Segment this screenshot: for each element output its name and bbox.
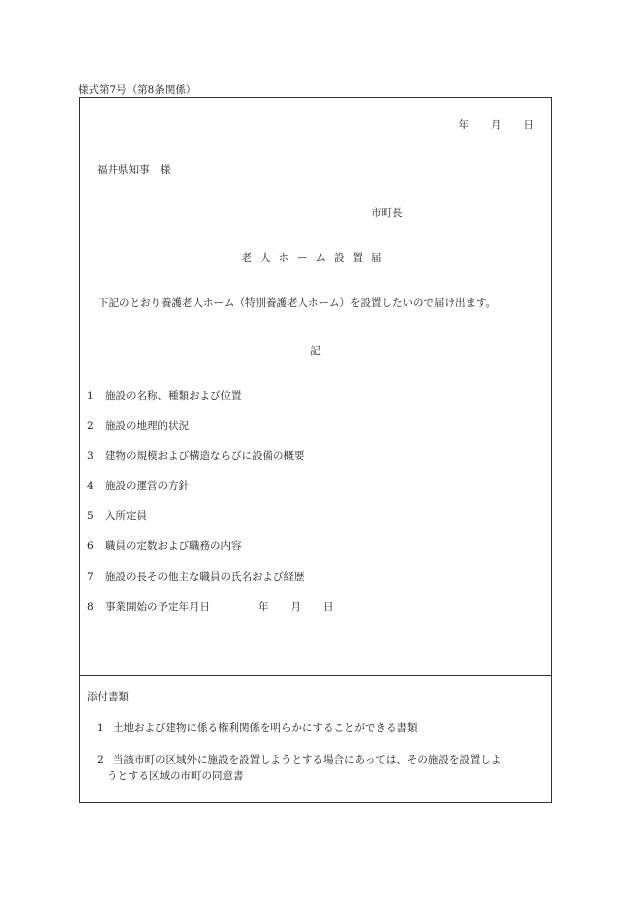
list-item	[87, 508, 147, 523]
list-item	[87, 418, 189, 433]
attachment-item	[97, 752, 549, 784]
date-month: 月	[491, 119, 502, 131]
item-text: 施設の長その他主な職員の氏名および経歴	[105, 571, 305, 583]
item-text: 事業開始の予定年月日	[105, 601, 210, 613]
item-text: 施設の名称、種類および位置	[105, 390, 242, 402]
item-text: 施設の地理的状況	[105, 420, 189, 432]
item-number: 8	[87, 601, 94, 613]
list-item	[87, 599, 334, 614]
item-text: 入所定員	[105, 510, 147, 522]
attachment-text-continued: うとする区域の市町の同意書	[107, 770, 244, 782]
item-number: 3	[87, 450, 94, 462]
section-divider	[80, 675, 551, 676]
attachment-number: 1	[97, 722, 104, 734]
document-title: 老人ホーム設置届	[241, 252, 390, 264]
attachments-heading: 添付書類	[87, 691, 129, 703]
list-item	[87, 388, 242, 403]
list-item	[87, 478, 189, 493]
list-item	[87, 569, 305, 584]
item-text: 職員の定数および職務の内容	[105, 540, 242, 552]
list-item	[87, 448, 305, 463]
item-number: 5	[87, 510, 94, 522]
intro-text: 下記のとおり養護老人ホーム（特別養護老人ホーム）を設置したいので届け出ます。	[98, 297, 497, 309]
start-date-month: 月	[290, 601, 301, 613]
attachment-text: 土地および建物に係る権利関係を明らかにすることができる書類	[113, 722, 418, 734]
item-number: 2	[87, 420, 94, 432]
item-number: 7	[87, 571, 94, 583]
item-text: 施設の運営の方針	[105, 480, 189, 492]
item-number: 6	[87, 540, 94, 552]
addressee: 福井県知事 様	[97, 164, 171, 176]
attachment-text: 当該市町の区域外に施設を設置しようとする場合にあっては、その施設を設置しよ	[113, 754, 502, 766]
item-number: 4	[87, 480, 94, 492]
start-date-day: 日	[323, 601, 334, 613]
start-date-year: 年	[258, 601, 269, 613]
item-text: 建物の規模および構造ならびに設備の概要	[105, 450, 305, 462]
sender: 市町長	[371, 207, 403, 219]
date-day: 日	[523, 119, 534, 131]
form-frame	[79, 97, 552, 803]
attachment-item	[97, 720, 549, 736]
attachment-number: 2	[97, 754, 104, 766]
list-item	[87, 538, 242, 553]
date-line	[459, 117, 535, 132]
date-year: 年	[458, 119, 469, 131]
start-date	[258, 599, 334, 614]
ki-heading: 記	[310, 345, 321, 357]
form-number: 様式第7号（第8条関係）	[78, 84, 197, 96]
item-number: 1	[87, 390, 94, 402]
